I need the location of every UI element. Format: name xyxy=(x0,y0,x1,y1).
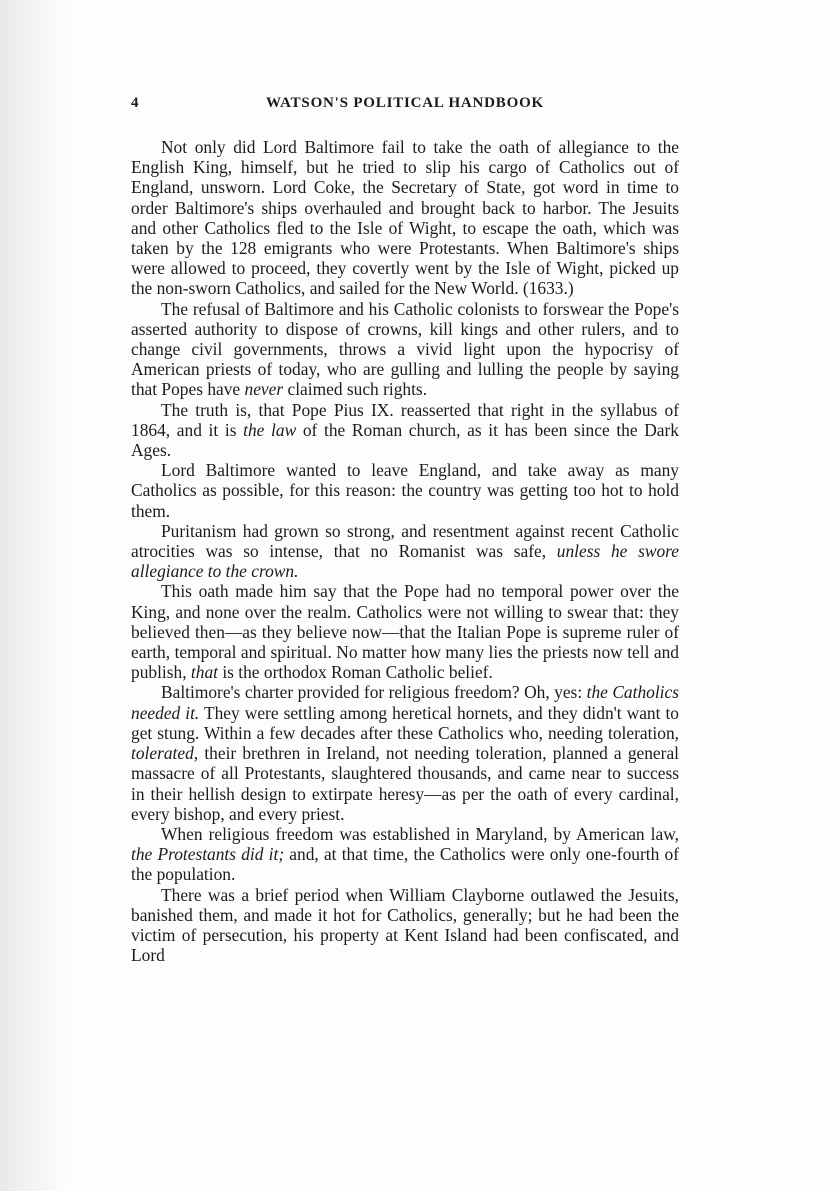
page-gutter-shadow xyxy=(0,0,70,1191)
page-number: 4 xyxy=(131,95,139,111)
emphasis: the Protestants did it; xyxy=(131,844,285,865)
emphasis: tolerated xyxy=(131,743,194,764)
paragraph-8: When religious freedom was established in Maryland, by American law, the Protestants did it; and, at that time, the Catholics were only one-fourth of the population. xyxy=(131,823,679,885)
body-text xyxy=(131,137,679,965)
page-header xyxy=(131,95,679,117)
paragraph-3: The truth is, that Pope Pius IX. reasserted that right in the syllabus of 1864, and it is the law of the Roman church, as it has been since the Dark Ages. xyxy=(131,399,679,461)
paragraph-7: Baltimore's charter provided for religious freedom? Oh, yes: the Catholics needed it. They were settling among heretical hornets, and they didn't want to get stung. Within a few decades after these Catholics who, needing toleration, tolerated, their brethren in Ireland, not needing toleration, planned a general massacre of all Protestants, slaughtered thousands, and came near to success in their hellish design to extirpate heresy—as per the oath of every cardinal, every bishop, and every priest. xyxy=(131,682,679,824)
paragraph-5: Puritanism had grown so strong, and resentment against recent Catholic atrocities was so intense, that no Romanist was safe, unless he swore allegiance to the crown. xyxy=(131,520,679,582)
emphasis: never xyxy=(244,379,284,400)
paragraph-2: The refusal of Baltimore and his Catholic colonists to forswear the Pope's asserted authority to dispose of crowns, kill kings and other rulers, and to change civil governments, throws a vivid light upon the hypocrisy of American priests of today, who are gulling and lulling the people by saying that Popes have never claimed such rights. xyxy=(131,298,679,400)
emphasis: unless he swore allegiance to the crown. xyxy=(131,541,679,582)
running-title: WATSON'S POLITICAL HANDBOOK xyxy=(265,95,545,111)
emphasis: the law xyxy=(243,419,297,440)
emphasis: that xyxy=(190,662,218,683)
paragraph-6: This oath made him say that the Pope had no temporal power over the King, and none over the realm. Catholics were not willing to swear that: they believed then—as they believe now—that the Italian Pope is supreme ruler of earth, temporal and spiritual. No matter how many lies the priests now tell and publish, that is the orthodox Roman Catholic belief. xyxy=(131,581,679,683)
emphasis: the Catholics needed it. xyxy=(131,682,679,723)
paragraph-1: Not only did Lord Baltimore fail to take the oath of allegiance to the English King, himself, but he tried to slip his cargo of Catholics out of England, unsworn. Lord Coke, the Secretary of State, got word in time to order Baltimore's ships overhauled and brought back to harbor. The Jesuits and other Catholics fled to the Isle of Wight, to escape the oath, which was taken by the 128 emigrants who were Protestants. When Baltimore's ships were allowed to proceed, they covertly went by the Isle of Wight, picked up the non-sworn Catholics, and sailed for the New World. (1633.) xyxy=(131,137,679,299)
paragraph-9: There was a brief period when William Clayborne outlawed the Jesuits, banished them, and made it hot for Catholics, generally; but he had been the victim of persecution, his property at Kent Island had been confiscated, and Lord xyxy=(131,884,679,966)
paragraph-4: Lord Baltimore wanted to leave England, and take away as many Catholics as possible, for this reason: the country was getting too hot to hold them. xyxy=(131,460,679,521)
